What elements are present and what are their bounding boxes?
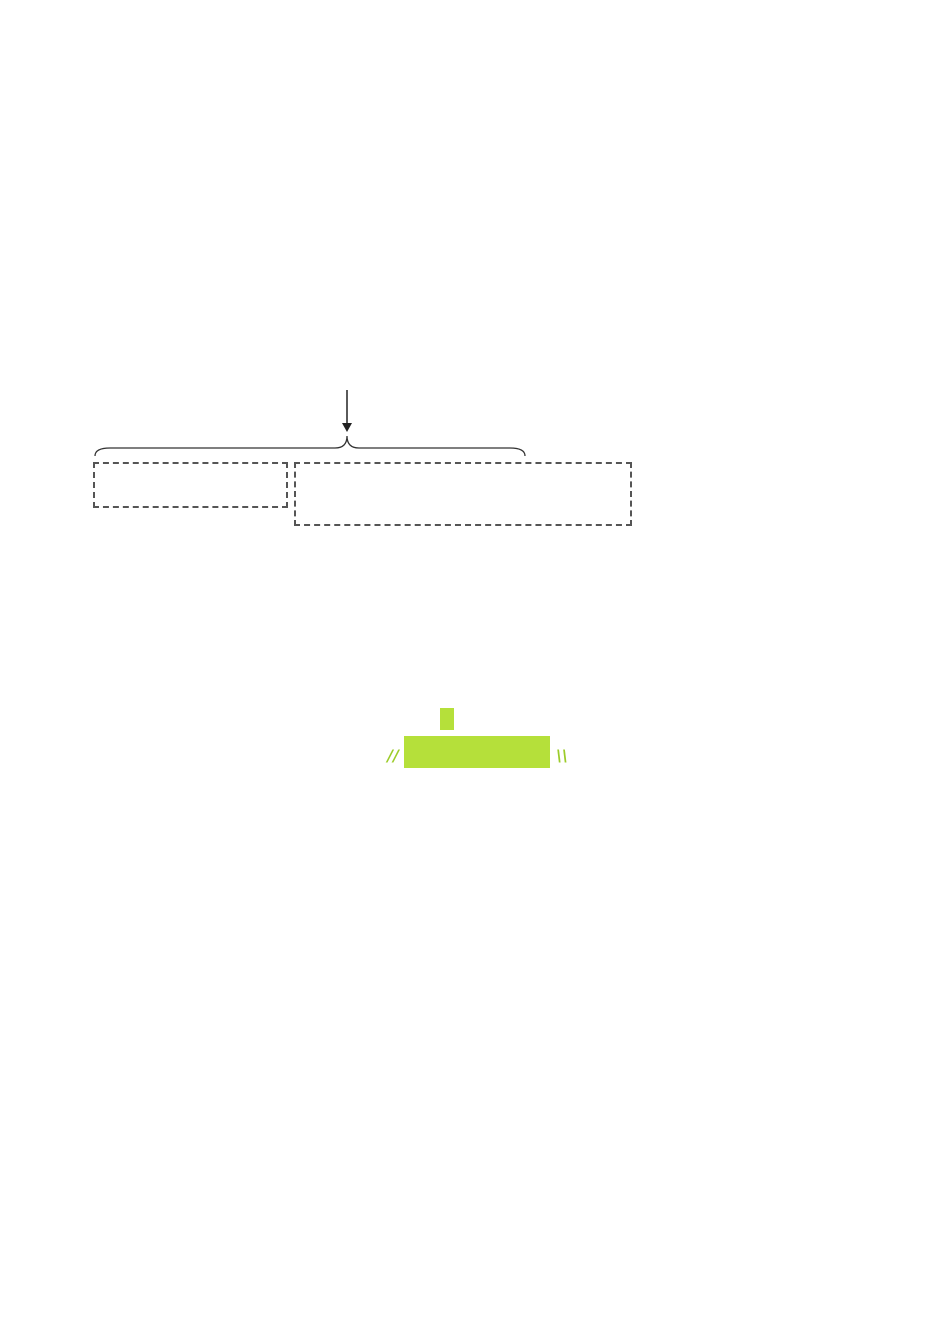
q1-charts — [85, 880, 555, 1080]
banner-accent — [440, 708, 454, 730]
cross-arrow-head — [342, 423, 352, 432]
banner-deco-right: \\ — [556, 746, 568, 765]
brace — [95, 436, 525, 456]
left-result-box — [93, 462, 288, 508]
q1-stem — [87, 784, 873, 815]
right-result-box — [294, 462, 632, 526]
q14-cross-diagram — [90, 390, 650, 460]
banner-deco-left: // — [387, 746, 399, 765]
banner-highlight — [404, 736, 550, 768]
